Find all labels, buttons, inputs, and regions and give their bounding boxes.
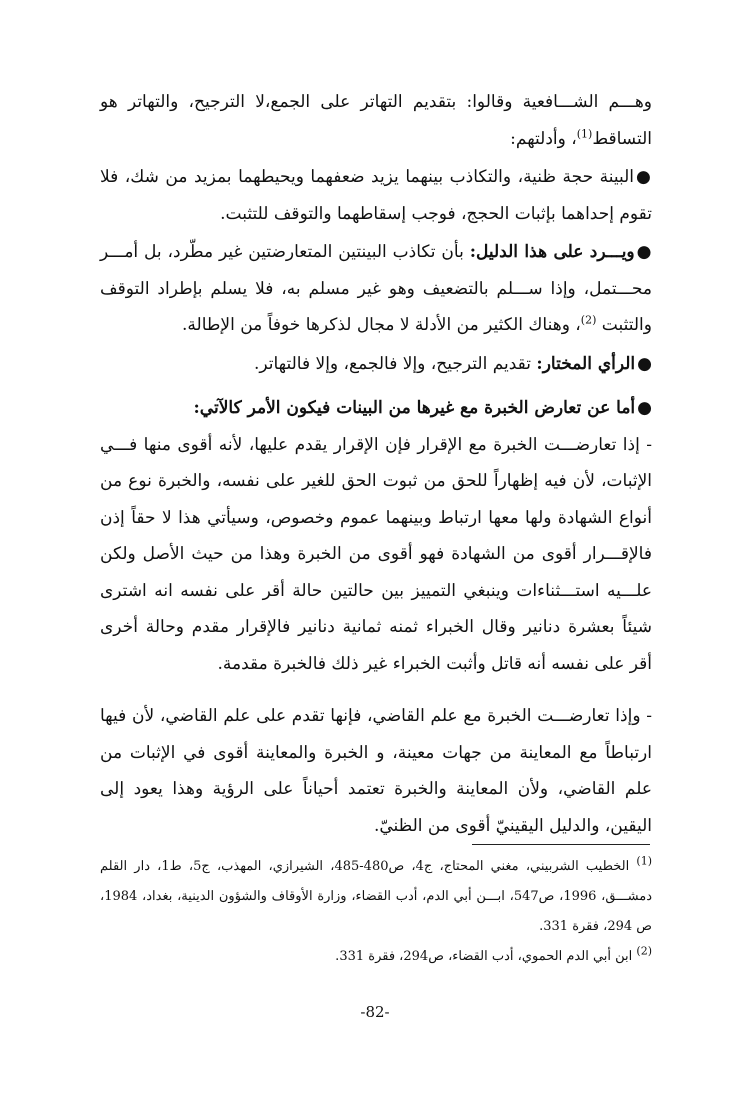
paragraph-text: البينة حجة ظنية، والتكاذب بينهما يزيد ضعفهما ويحيطهما بمزيد من شك، فلا تقوم إحداهما بإثبات الحجج، فوجب إسقاطهما والتوقف للتثبت. xyxy=(100,167,652,224)
bullet-icon: ● xyxy=(637,398,652,418)
footnote-ref-2[interactable]: (2) xyxy=(580,313,597,327)
bullet-icon: ● xyxy=(636,242,652,262)
footnote-text: الخطيب الشربيني، مغني المحتاج، ج4، ص480-485، الشيرازي، المهذب، ج5، ط1، دار القلم دمشـــق، 1996، ص547، ابـــن أبي الدم، أدب القضاء، وزارة الأوقاف والشؤون الدينية، بغداد، 1984، ص 294، فقرة 331. xyxy=(100,859,652,934)
footnote-marker-2: (2) xyxy=(636,944,652,958)
paragraph-judge-knowledge xyxy=(100,698,652,844)
footnote-text: ابن أبي الدم الحموي، أدب القضاء، ص294، فقرة 331. xyxy=(335,949,637,964)
footnote-marker-1: (1) xyxy=(636,854,652,868)
paragraph-evidence xyxy=(100,159,652,232)
section-heading-text: أما عن تعارض الخبرة مع غيرها من البينات فيكون الأمر كالآتي: xyxy=(193,398,636,418)
paragraph-text: وهـــم الشـــافعية وقالوا: بتقديم التهاتر على الجمع،لا الترجيح، والتهاتر هو التساقط xyxy=(100,92,652,149)
footnote-1 xyxy=(100,852,652,942)
paragraph-text: تقديم الترجيح، وإلا فالجمع، وإلا فالتهاتر. xyxy=(253,353,537,374)
footnote-divider xyxy=(472,844,650,845)
bullet-icon: ● xyxy=(636,167,652,187)
bullet-icon: ● xyxy=(637,353,652,374)
footnote-2 xyxy=(100,942,652,972)
section-heading xyxy=(100,390,652,427)
footnote-ref-1[interactable]: (1) xyxy=(576,126,593,140)
footnotes xyxy=(100,852,652,972)
rebuttal-label: ويـــرد على هذا الدليل: xyxy=(469,242,635,262)
paragraph-tail: ، وأدلتهم: xyxy=(510,128,577,149)
chosen-opinion-label: الرأي المختار: xyxy=(536,353,636,374)
page-number: -82- xyxy=(360,1003,390,1021)
paragraph-text: - إذا تعارضـــت الخبرة مع الإقرار فإن الإقرار يقدم عليها، لأنه أقوى منها فـــي الإثبات، لأن فيه إظهاراً للحق من ثبوت الحق للغير على نفسه، والخبرة نوع من أنواع الشهادة ولها معها ارتباط وبينهما عموم وخصوص، وسيأتي هذا لا حقاً إذن فالإقـــرار أقوى من الشهادة فهو أقوى من الخبرة وهذا من حيث الأصل ولكن علـــيه استـــثناءات وينبغي التمييز بين حالتين حالة أقر على نفسه انه اشترى شيئاً بعشرة دنانير وقال الخبراء ثمنه ثمانية دنانير فالإقرار مقدم وحالة أخرى أقر على نفسه أنه قاتل وأثبت الخبراء غير ذلك فالخبرة مقدمة. xyxy=(100,434,652,674)
paragraph-chosen-opinion xyxy=(100,346,652,383)
paragraph-text: - وإذا تعارضـــت الخبرة مع علم القاضي، فإنها تقدم على علم القاضي، لأن فيها ارتباطاً مع المعاينة من جهات معينة، و الخبرة والمعاينة أقوى في الإثبات من علم القاضي، ولأن المعاينة والخبرة تعتمد أحياناً على الرؤية وهذا يعود إلى اليقين، والدليل اليقينيّ أقوى من الظنيّ. xyxy=(100,706,652,836)
main-text xyxy=(100,84,652,844)
paragraph-text: بأن تكاذب البينتين المتعارضتين غير مطّرد، بل أمـــر محـــتمل، وإذا ســـلم بالتضعيف وهو غير مسلم به، فلا يسلم بإطراد التوقف والتثبت xyxy=(100,242,652,335)
paragraph-rebuttal xyxy=(100,234,652,344)
paragraph-confession xyxy=(100,427,652,683)
paragraph-shafii-opinion xyxy=(100,84,652,157)
paragraph-tail: ، وهناك الكثير من الأدلة لا مجال لذكرها خوفاً من الإطالة. xyxy=(182,315,581,335)
